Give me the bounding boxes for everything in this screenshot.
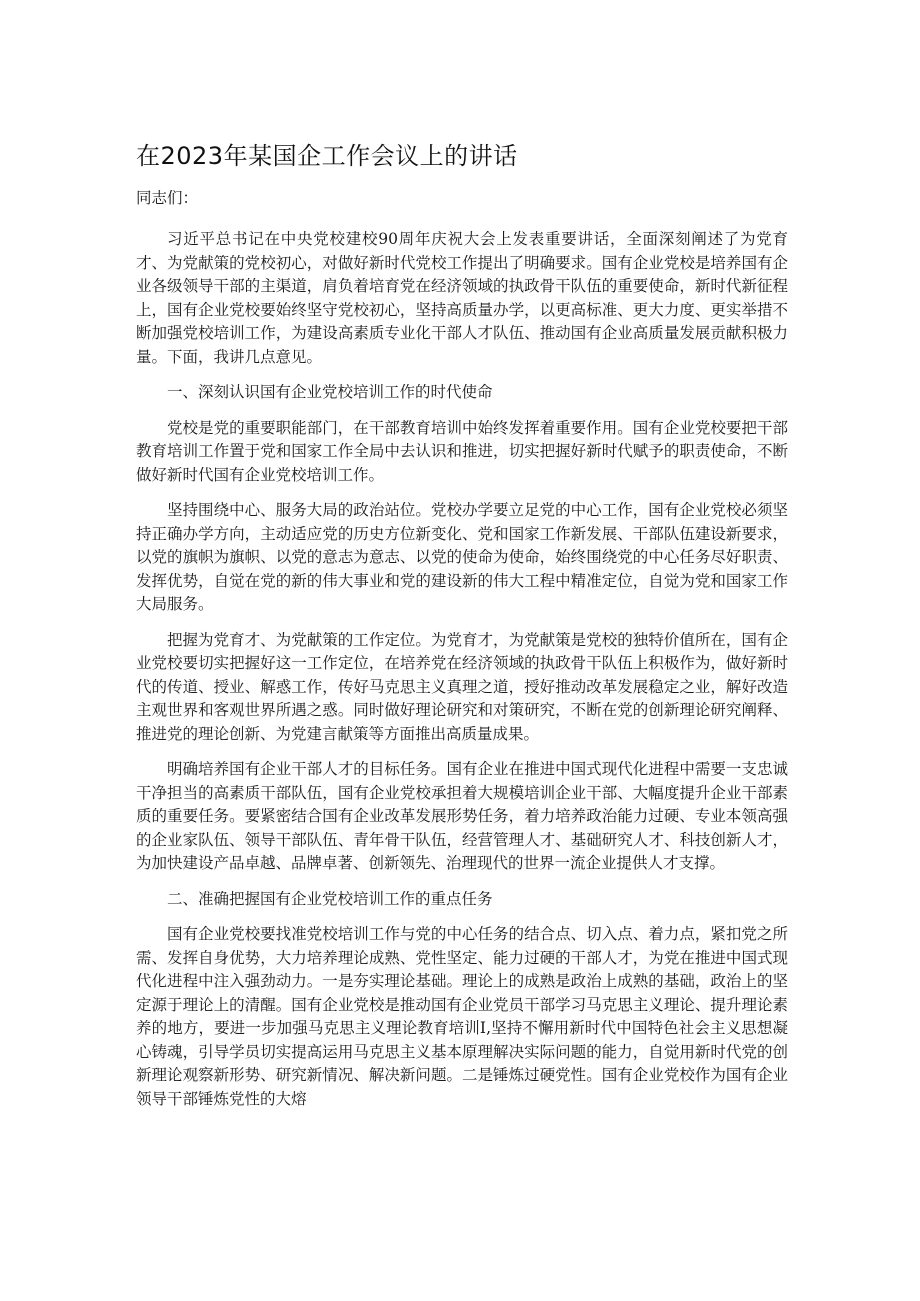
document-page: [136, 138, 788, 1123]
section-2-heading: 二、准确把握国有企业党校培训工作的重点任务: [167, 889, 493, 908]
salutation: 同志们：: [136, 189, 199, 207]
document-title: 在2023年某国企工作会议上的讲话: [136, 142, 518, 170]
section-2-paragraph-1: 国有企业党校要找准党校培训工作与党的中心任务的结合点、切入点、着力点，紧扣党之所需、发挥自身优势，大力培养理论成熟、党性坚定、能力过硬的干部人才，为党在推进中国式现代化进程中注入强劲动力。一是夯实理论基础。理论上的成熟是政治上成熟的基础，政治上的坚定源于理论上的清醒。国有企业党校是推动国有企业党员干部学习马克思主义理论、提升理论素养的地方，要进一步加强马克思主义理论教育培训Ⅰ,坚持不懈用新时代中国特色社会主义思想凝心铸魂，引导学员切实提高运用马克思主义基本原理解决实际问题的能力，自觉用新时代党的创新理论观察新形势、研究新情况、解决新问题。二是锤炼过硬党性。国有企业党校作为国有企业领导干部锤炼党性的大熔: [136, 925, 788, 1108]
section-1-heading: 一、深刻认识国有企业党校培训工作的时代使命: [167, 383, 493, 401]
section-1-paragraph-1: 党校是党的重要职能部门，在干部教育培训中始终发挥着重要作用。国有企业党校要把干部教育培训工作置于党和国家工作全局中去认识和推进，切实把握好新时代赋予的职责使命，不断做好新时代国有企业党校培训工作。: [136, 418, 788, 484]
intro-paragraph: 习近平总书记在中央党校建校90周年庆祝大会上发表重要讲话，全面深刻阐述了为党育才、为党献策的党校初心，对做好新时代党校工作提出了明确要求。国有企业党校是培养国有企业各级领导干部的主渠道，肩负着培育党在经济领域的执政骨干队伍的重要使命，新时代新征程上，国有企业党校要始终坚守党校初心，坚持高质量办学，以更高标准、更大力度、更实举措不断加强党校培训工作，为建设高素质专业化干部人才队伍、推动国有企业高质量发展贡献积极力量。下面，我讲几点意见。: [136, 230, 788, 366]
section-1-paragraph-2: 坚持围绕中心、服务大局的政治站位。党校办学要立足党的中心工作，国有企业党校必须坚持正确办学方向，主动适应党的历史方位新变化、党和国家工作新发展、干部队伍建设新要求，以党的旗帜为旗帜、以党的意志为意志、以党的使命为使命，始终围绕党的中心任务尽好职责、发挥优势，自觉在党的新的伟大事业和党的建设新的伟大工程中精准定位，自觉为党和国家工作大局服务。: [136, 501, 788, 613]
section-1-paragraph-3: 把握为党育才、为党献策的工作定位。为党育才，为党献策是党校的独特价值所在，国有企业党校要切实把握好这一工作定位，在培养党在经济领域的执政骨干队伍上积极作为，做好新时代的传道、授业、解惑工作，传好马克思主义真理之道，授好推动改革发展稳定之业，解好改造主观世界和客观世界所遇之惑。同时做好理论研究和对策研究，不断在党的创新理论研究阐释、推进党的理论创新、为党建言献策等方面推出高质量成果。: [136, 630, 788, 743]
section-1-paragraph-4: 明确培养国有企业干部人才的目标任务。国有企业在推进中国式现代化进程中需要一支忠诚干净担当的高素质干部队伍，国有企业党校承担着大规模培训企业干部、大幅度提升企业干部素质的重要任务。要紧密结合国有企业改革发展形势任务，着力培养政治能力过硬、专业本领高强的企业家队伍、领导干部队伍、青年骨干队伍，经营管理人才、基础研究人才、科技创新人才，为加快建设产品卓越、品牌卓著、创新领先、治理现代的世界一流企业提供人才支撑。: [136, 760, 788, 872]
